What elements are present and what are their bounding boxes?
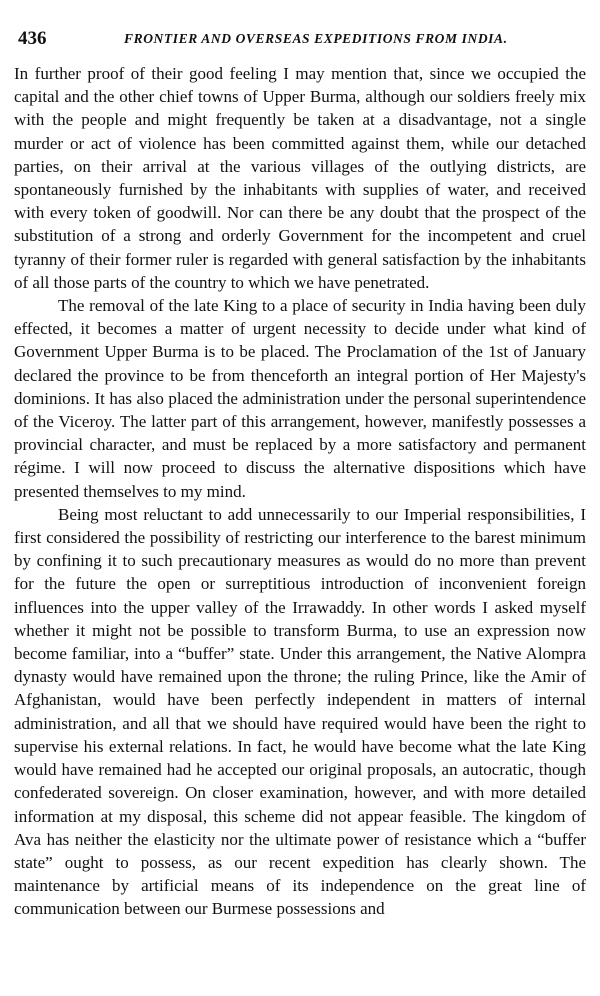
paragraph-3: Being most reluctant to add unnecessarily to our Imperial responsibilities, I first considered the possibility of restricting our interference to the barest minimum by confining it to such precautionary measures as would do no more than prevent for the future the open or surreptitious introduction of inconvenient foreign influences into the upper valley of the Irrawaddy. In other words I asked myself whether it might not be possible to transform Burma, to use an expression now become familiar, into a “buffer” state. Under this arrangement, the Native Alompra dynasty would have remained upon the throne; the ruling Prince, like the Amir of Afghanistan, would have been perfectly independent in matters of internal administration, and all that we should have required would have been the right to supervise his external relations. In fact, he would have become what the late King would have remained had he accepted our original proposals, an autocratic, though confederated sovereign. On closer examination, however, and with more detailed information at my disposal, this scheme did not appear feasible. The kingdom of Ava has neither the elasticity nor the ultimate power of resistance which a “buffer state” ought to possess, as our recent expedition has clearly shown. The maintenance by artificial means of its independence on the great line of communication between our Burmese possessions and [14,504,586,919]
paragraph-2: The removal of the late King to a place of security in India having been duly effected, it becomes a matter of urgent necessity to decide under what kind of Government Upper Burma is to be placed. The Proclamation of the 1st of January declared the province to be from thenceforth an integral portion of Her Majesty's dominions. It has also placed the administration under the personal superintendence of the Viceroy. The latter part of this arrangement, however, manifestly possesses a provincial character, and must be replaced by a more satisfactory and permanent régime. I will now proceed to discuss the alternative dispositions which have presented themselves to my mind. [14,296,586,501]
page-body [14,62,586,921]
paragraph-1: In further proof of their good feeling I may mention that, since we occupied the capital and the other chief towns of Upper Burma, although our soldiers freely mix with the people and might frequently be taken at a disadvantage, not a single murder or act of violence has been committed against them, while our detached parties, on their arrival at the various villages of the outlying districts, are spontaneously furnished by the inhabitants with supplies of water, and received with every token of goodwill. Nor can there be any doubt that the prospect of the substitution of a strong and orderly Government for the incompetent and cruel tyranny of their former ruler is regarded with general satisfaction by the inhabitants of all those parts of the country to which we have penetrated. [14,64,586,292]
page-header [14,22,586,50]
running-head: FRONTIER AND OVERSEAS EXPEDITIONS FROM INDIA. [124,31,508,46]
page-number: 436 [18,28,47,49]
